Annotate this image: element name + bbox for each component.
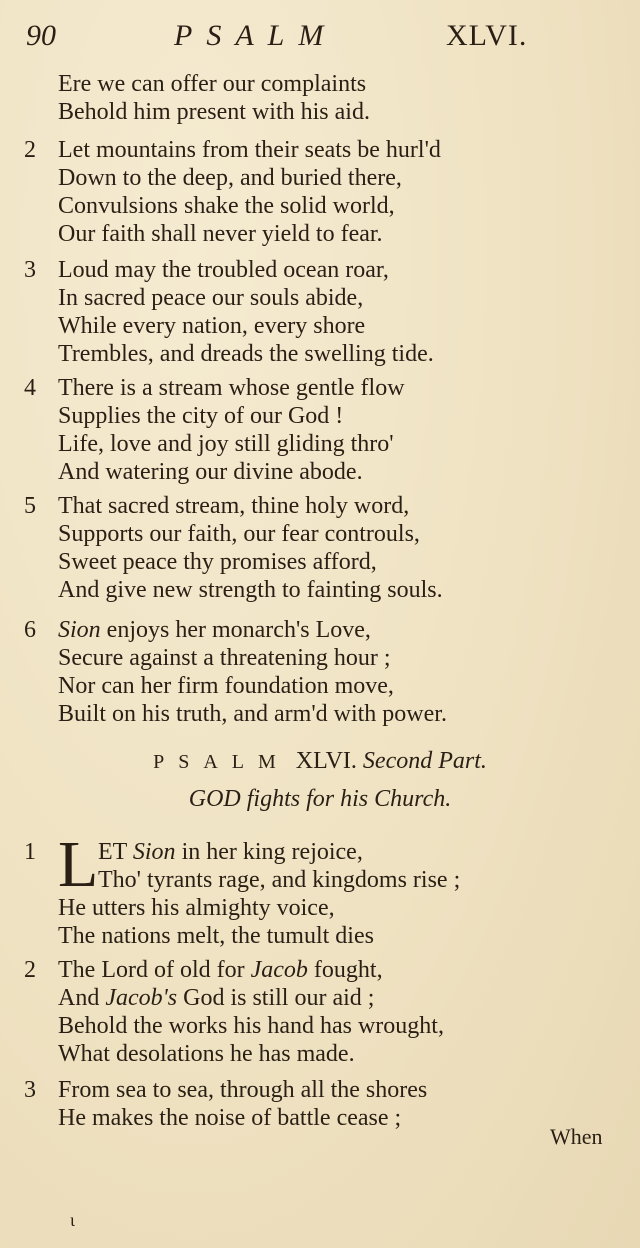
stanza-number: 5 [24,493,36,519]
verse-line: Down to the deep, and buried there, [58,165,402,191]
stanza-3 [24,256,584,368]
verse-line: Trembles, and dreads the swelling tide. [58,341,434,367]
stanza-continued [24,70,584,126]
signature-mark: ɩ [70,1210,75,1230]
italic-name: Sion [132,839,176,865]
part2-stanza-1: 1 ET Sion in her king rejoice, Tho' tyrants rage, and kingdoms rise ; He utters his almighty voice, The nations melt, the tumult dies [24,838,584,950]
verse-line: Sweet peace thy promises afford, [58,549,377,575]
verse-line: There is a stream whose gentle flow [58,375,405,401]
verse-line: He utters his almighty voice, [58,895,335,921]
running-header [26,18,526,54]
verse-line: Supplies the city of our God ! [58,403,344,429]
drop-cap: L [58,828,99,901]
italic-name: Jacob's [105,985,178,1011]
verse-line: Life, love and joy still gliding thro' [58,431,394,457]
stanza-number: 4 [24,375,36,401]
stanza-4 [24,374,584,486]
verse-line: From sea to sea, through all the shores [58,1077,428,1103]
verse-line: Nor can her firm foundation move, [58,673,394,699]
verse-line: What desolations he has made. [58,1041,355,1067]
catchword: When [550,1124,603,1149]
stanza-number: 6 [24,617,36,643]
verse-line: While every nation, every shore [58,313,366,339]
stanza-6 [24,616,584,728]
verse-line: And give new strength to fainting souls. [58,577,443,603]
verse-line: And watering our divine abode. [58,459,363,485]
section-title: PSALM XLVI. Second Part. [153,748,487,774]
stanza-number: 2 [24,957,36,983]
verse-line: Behold the works his hand has wrought, [58,1013,444,1039]
verse-line: Secure against a threatening hour ; [58,645,391,671]
stanza-number: 3 [24,257,36,283]
verse-line: Built on his truth, and arm'd with power. [58,701,447,727]
verse-line: In sacred peace our souls abide, [58,285,364,311]
verse-line: enjoys her monarch's Love, [100,617,371,643]
stanza-number: 2 [24,137,36,163]
page-number: 90 [26,19,56,52]
verse-line: Let mountains from their seats be hurl'd [58,137,441,163]
verse-line: Behold him present with his aid. [58,99,370,125]
verse-line: Our faith shall never yield to fear. [58,221,383,247]
verse-line: He makes the noise of battle cease ; [58,1105,402,1131]
italic-name: Sion [58,617,101,643]
verse-line: That sacred stream, thine holy word, [58,493,410,519]
part2-stanza-2: 2 The Lord of old for Jacob fought, And Jacob's God is still our aid ; Behold the works his hand has wrought, What desolations he has made. [24,956,584,1068]
stanza-number: 1 [24,839,36,865]
psalm-number: XLVI. [446,19,528,52]
part2-stanza-3 [24,1076,584,1132]
italic-name: Jacob [250,957,308,983]
stanza-2 [24,136,584,248]
verse-line: The nations melt, the tumult dies [58,923,374,949]
stanza-5 [24,492,584,604]
running-title: PSALM [174,19,338,52]
verse-line: Ere we can offer our complaints [58,71,367,97]
section-subtitle: GOD fights for his Church. [188,786,452,812]
verse-line: Supports our faith, our fear controuls, [58,521,420,547]
verse-line: Tho' tyrants rage, and kingdoms rise ; [98,867,461,893]
verse-line: Loud may the troubled ocean roar, [58,257,389,283]
stanza-number: 3 [24,1077,36,1103]
verse-line: Convulsions shake the solid world, [58,193,395,219]
